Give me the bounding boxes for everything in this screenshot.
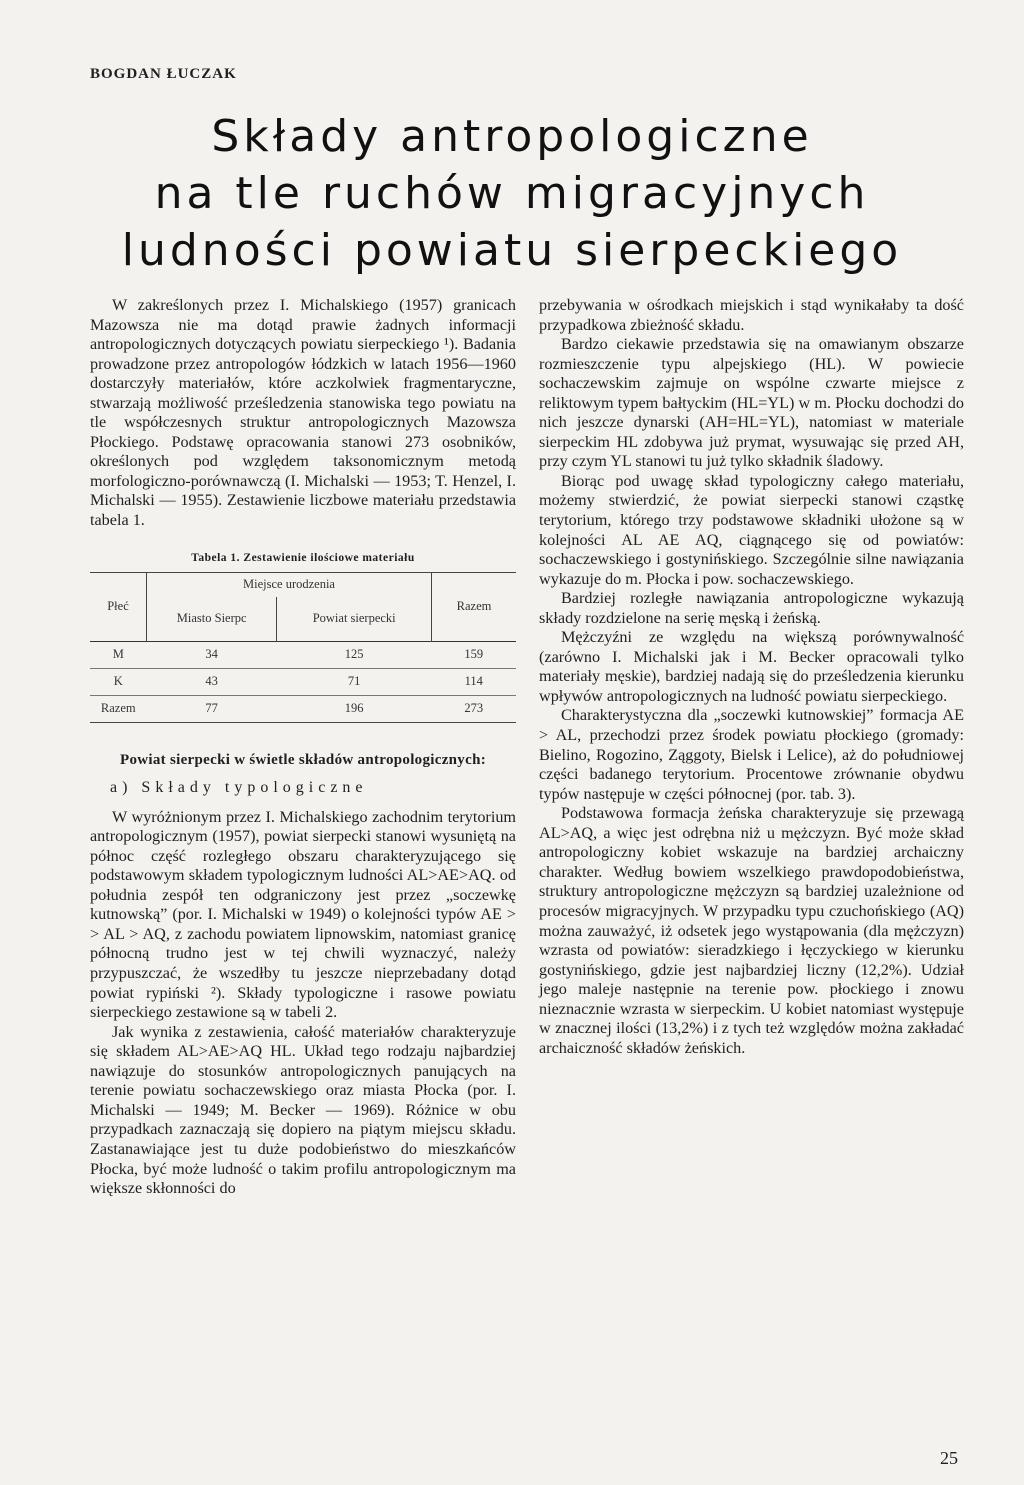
table-cell-total: 273 [432,696,517,723]
left-paragraph-1: W zakreślonych przez I. Michalskiego (1957) granicach Mazowsza nie ma dotąd prawie żadnych informacji antropologicznych dotyczących powiatu sierpeckiego ¹). Badania prowadzone przez antropologów łódzkich w latach 1956—1960 dostarczyły materiałów, które aczkolwiek fragmentaryczne, stwarzają możliwość prześledzenia stanowiska tego powiatu na tle współczesnych struktur antropologicznych Mazowsza Płockiego. Podstawę opracowania stanowi 273 osobników, określonych pod względem taksonomicznym metodą morfologiczno-porównawczą (I. Michalski — 1953; T. Henzel, I. Michalski — 1955). Zestawienie liczbowe materiału przedstawia tabela 1. [90,296,516,530]
right-paragraph-1: przebywania w ośrodkach miejskich i stąd wynikałaby ta dość przypadkowa zbieżność składu. [539,296,964,334]
table-row-label: M [90,642,147,669]
table-header-city: Miasto Sierpc [147,597,277,642]
table-cell-county: 196 [277,696,432,723]
right-paragraph-2: Bardzo ciekawie przedstawia się na omawianym obszarze rozmieszczenie typu alpejskiego (HL). W powiecie sochaczewskim zajmuje on wspólne czwarte miejsce z reliktowym typem bałtyckim (HL=YL) w m. Płocku dochodzi do nich jeszcze dynarski (AH=HL=YL), natomiast w materiale sierpeckim HL zdobywa już prymat, wysuwając się przed AH, przy czym YL stanowi tu już tylko składnik śladowy. [539,335,964,471]
right-column [539,296,964,1058]
table-row [90,696,516,723]
table-cell-county: 125 [277,642,432,669]
table-cell-city: 77 [147,696,277,723]
right-paragraph-7: Podstawowa formacja żeńska charakteryzuje się przewagą AL>AQ, a więc jest odrębna niż u mężczyzn. Być może skład antropologiczny kobiet wskazuje na bardziej archaiczny charakter. Według bowiem wszelkiego prawdopodobieństwa, struktury antropologiczne mężczyzn są bardziej uzależnione od procesów migracyjnych. W przypadku typu czuchońskiego (AQ) można zauważyć, iż odsetek jego wystąpowania (dla mężczyzn) wzrasta od powiatów: sieradzkiego i łęczyckiego w kierunku gostynińskiego, gdzie jest najbardziej liczny (12,2%). Udział jego maleje następnie na terenie pow. płockiego i znowu nieznacznie wzrasta w sierpeckim. U kobiet natomiast występuje w znacznej ilości (13,2%) i z tych też względów można zakładać archaiczność składów żeńskich. [539,804,964,1057]
table-cell-city: 43 [147,669,277,696]
table-cell-total: 114 [432,669,517,696]
table-row-label: Razem [90,696,147,723]
title-line-1: Składy antropologiczne [211,111,813,162]
table-row-label: K [90,669,147,696]
table-header-birthplace: Miejsce urodzenia [147,573,432,598]
left-paragraph-3: Jak wynika z zestawienia, całość materiałów charakteryzuje się składem AL>AE>AQ HL. Układ tego rodzaju najbardziej nawiązuje do stosunków antropologicznych panujących na terenie powiatu sochaczewskiego oraz miasta Płocka (por. I. Michalski — 1949; M. Becker — 1969). Różnice w obu przypadkach zaznaczają się dopiero na piątym miejscu składu. Zastanawiające jest tu duże podobieństwo do mieszkańców Płocka, być może ludność o takim profilu antropologicznym ma większe skłonności do [90,1022,516,1198]
table-cell-city: 34 [147,642,277,669]
right-paragraph-4: Bardziej rozległe nawiązania antropologiczne wykazują składy rozdzielone na serię męską i żeńską. [539,589,964,627]
right-paragraph-5: Mężczyźni ze względu na większą porównywalność (zarówno I. Michalski jak i M. Becker opracowali tylko materiały męskie), bardziej nadają się do prześledzenia kierunku wpływów antropologicznych na ludność powiatu sierpeckiego. [539,628,964,705]
article-title [0,108,1024,279]
page-number: 25 [940,1448,958,1468]
subsection-heading: a) Składy typologiczne [110,779,368,797]
author-name: BOGDAN ŁUCZAK [90,66,237,82]
table-row [90,669,516,696]
table-cell-total: 159 [432,642,517,669]
title-line-2: na tle ruchów migracyjnych [154,168,870,219]
material-table [90,572,516,723]
table-header-sex: Płeć [90,573,147,642]
left-column [90,296,516,1199]
table-header-total: Razem [432,573,517,642]
title-line-3: ludności powiatu sierpeckiego [121,225,903,276]
right-paragraph-3: Biorąc pod uwagę skład typologiczny całego materiału, możemy stwierdzić, że powiat sierpecki stanowi cząstkę terytorium, którego trzy podstawowe składniki ułożone są w kolejności AL AE AQ, ciągnącego się od powiatów: sochaczewskiego i gostynińskiego. Szczególnie silne nawiązania wykazuje do m. Płocka i pow. sochaczewskiego. [539,471,964,588]
table-header-county: Powiat sierpecki [277,597,432,642]
right-paragraph-6: Charakterystyczna dla „soczewki kutnowskiej” formacja AE > AL, przechodzi przez środek powiatu płockiego (gromady: Bielino, Rogozino, Ząggoty, Bielsk i Lelice), aż do południowej części badanego terytorium. Procentowe zrównanie obydwu typów następuje w części północnej (por. tab. 3). [539,706,964,803]
table-row [90,642,516,669]
table-caption: Tabela 1. Zestawienie ilościowe materiału [191,551,415,564]
table-cell-county: 71 [277,669,432,696]
left-paragraph-2: W wyróżnionym przez I. Michalskiego zachodnim terytorium antropologicznym (1957), powiat sierpecki stanowi wysuniętą na północ część rozległego obszaru charakteryzującego się podstawowym składem typologicznym ludności AL>AE>AQ. od południa zespół ten odgraniczony jest przez „soczewkę kutnowską” (por. I. Michalski w 1949) o kolejności typów AE > > AL > AQ, z zachodu powiatem lipnowskim, natomiast granicę północną trudno jest w tej chwili wyznaczyć, należy przypuszczać, że wszedłby tu jeszcze nieprzebadany dotąd powiat rypiński ²). Składy typologiczne i rasowe powiatu sierpeckiego zestawione są w tabeli 2. [90,807,516,1022]
section-heading: Powiat sierpecki w świetle składów antropologicznych: [119,752,487,769]
